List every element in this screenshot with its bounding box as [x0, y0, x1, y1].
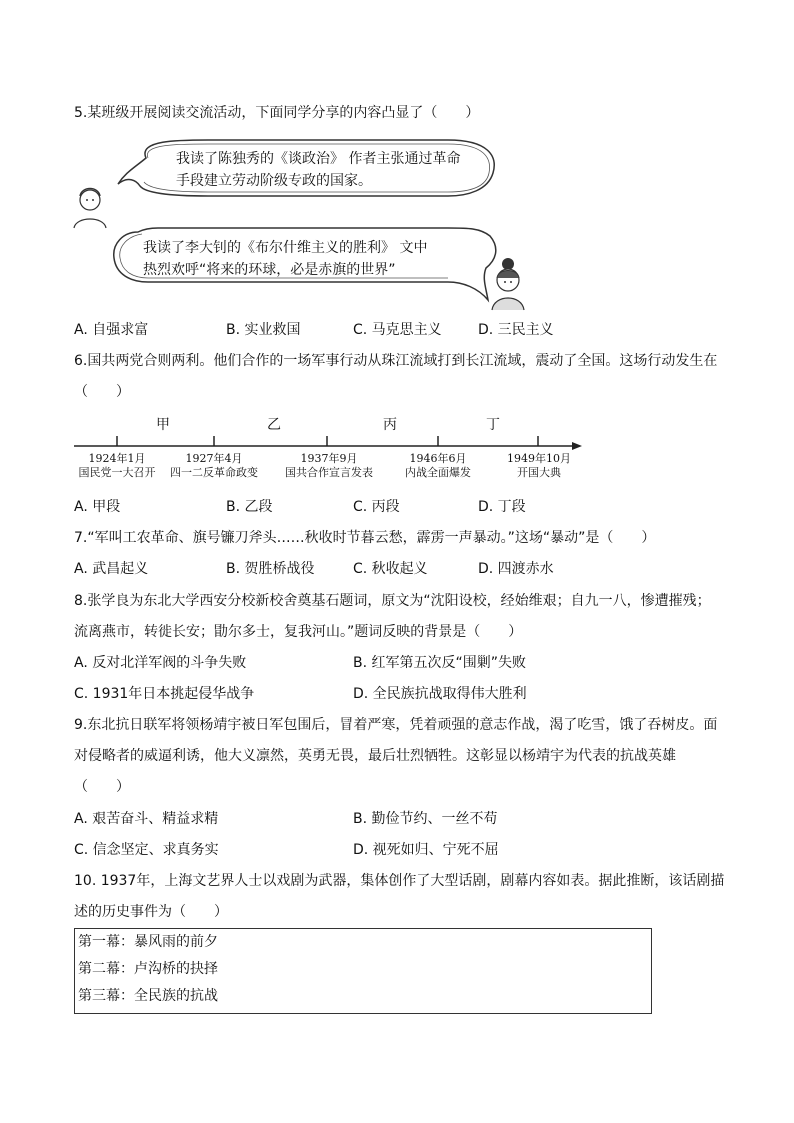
question-8-stem-line-2: 流离燕市，转徙长安；勖尔多士，复我河山。”题词反映的背景是（ ） [74, 624, 523, 640]
q7-option-c: C. 秋收起义 [353, 561, 428, 577]
timeline-date-1937: 1937年9月 [300, 452, 358, 465]
timeline-date-1927: 1927年4月 [185, 452, 243, 465]
q7-option-b: B. 贺胜桥战役 [226, 561, 315, 577]
question-9-stem-line-1: 9.东北抗日联军将领杨靖宇被日军包围后，冒着严寒，凭着顽强的意志作战，渴了吃雪，饿了吞树皮。面 [74, 717, 718, 733]
bubble-2-line-2: 热烈欢呼“将来的环球，必是赤旗的世界” [143, 262, 396, 278]
q6-option-d: D. 丁段 [478, 499, 526, 515]
q7-option-a: A. 武昌起义 [74, 561, 149, 577]
q6-option-b: B. 乙段 [226, 499, 273, 515]
timeline-segment-jia: 甲 [156, 417, 170, 433]
bubble-1-line-1: 我读了陈独秀的《谈政治》 作者主张通过革命 [176, 151, 461, 167]
timeline-event-1946: 内战全面爆发 [405, 466, 471, 479]
q5-option-b: B. 实业救国 [226, 322, 301, 338]
timeline-segment-yi: 乙 [267, 417, 281, 433]
question-6-stem-line-1: 6.国共两党合则两利。他们合作的一场军事行动从珠江流域打到长江流域，震动了全国。这场行动发生在 [74, 353, 718, 369]
q7-option-d: D. 四渡赤水 [478, 561, 554, 577]
timeline-date-1924: 1924年1月 [88, 452, 146, 465]
q8-option-b: B. 红军第五次反“围剿”失败 [353, 655, 527, 671]
question-9-stem-line-2: 对侵略者的威逼利诱，他大义凛然，英勇无畏，最后壮烈牺牲。这彰显以杨靖宇为代表的抗战英雄 [74, 748, 676, 764]
question-5-stem: 5.某班级开展阅读交流活动，下面同学分享的内容凸显了（ ） [74, 105, 480, 121]
timeline-date-1946: 1946年6月 [409, 452, 467, 465]
timeline-axis [74, 434, 586, 454]
timeline-event-1927: 四一二反革命政变 [170, 466, 258, 479]
q9-option-d: D. 视死如归、宁死不屈 [353, 842, 499, 858]
question-8-stem-line-1: 8.张学良为东北大学西安分校新校舍奠基石题词，原文为“沈阳设校，经始维艰；自九一八，惨遭摧残； [74, 593, 711, 609]
q5-option-c: C. 马克思主义 [353, 322, 442, 338]
q6-option-c: C. 丙段 [353, 499, 400, 515]
bubble-2-line-1: 我读了李大钊的《布尔什维主义的胜利》 文中 [143, 240, 428, 256]
q8-option-a: A. 反对北洋军阀的斗争失败 [74, 655, 247, 671]
q8-option-d: D. 全民族抗战取得伟大胜利 [353, 686, 527, 702]
q9-option-c: C. 信念坚定、求真务实 [74, 842, 219, 858]
q5-option-a: A. 自强求富 [74, 322, 149, 338]
q10-acts-table [74, 928, 652, 1014]
q10-act-3: 第三幕：全民族的抗战 [78, 988, 218, 1004]
q9-option-b: B. 勤俭节约、一丝不苟 [353, 811, 498, 827]
q9-option-a: A. 艰苦奋斗、精益求精 [74, 811, 219, 827]
q6-option-a: A. 甲段 [74, 499, 121, 515]
timeline-segment-ding: 丁 [486, 417, 500, 433]
q5-option-d: D. 三民主义 [478, 322, 554, 338]
timeline-event-1937: 国共合作宣言发表 [285, 466, 373, 479]
question-6-stem-line-2: （ ） [74, 384, 130, 400]
bubble-1-line-2: 手段建立劳动阶级专政的国家。 [176, 173, 372, 189]
boy-avatar-icon [74, 189, 106, 229]
q8-option-c: C. 1931年日本挑起侵华战争 [74, 686, 255, 702]
question-9-stem-line-3: （ ） [74, 779, 130, 795]
girl-avatar-icon [492, 258, 524, 310]
timeline-segment-bing: 丙 [383, 417, 397, 433]
question-7-stem: 7.“军叫工农革命、旗号镰刀斧头……秋收时节暮云愁，霹雳一声暴动。”这场“暴动”是（ ） [74, 530, 656, 546]
q10-act-2: 第二幕：卢沟桥的抉择 [78, 961, 218, 977]
q10-act-1: 第一幕：暴风雨的前夕 [78, 934, 218, 950]
question-10-stem-line-1: 10. 1937年，上海文艺界人士以戏剧为武器，集体创作了大型话剧，剧幕内容如表。据此推断，该话剧描 [74, 873, 725, 889]
timeline-event-1924: 国民党一大召开 [78, 466, 156, 479]
timeline-arrow-icon [572, 442, 582, 450]
timeline-date-1949: 1949年10月 [507, 452, 571, 465]
question-10-stem-line-2: 述的历史事件为（ ） [74, 904, 228, 920]
timeline-event-1949: 开国大典 [517, 466, 561, 479]
